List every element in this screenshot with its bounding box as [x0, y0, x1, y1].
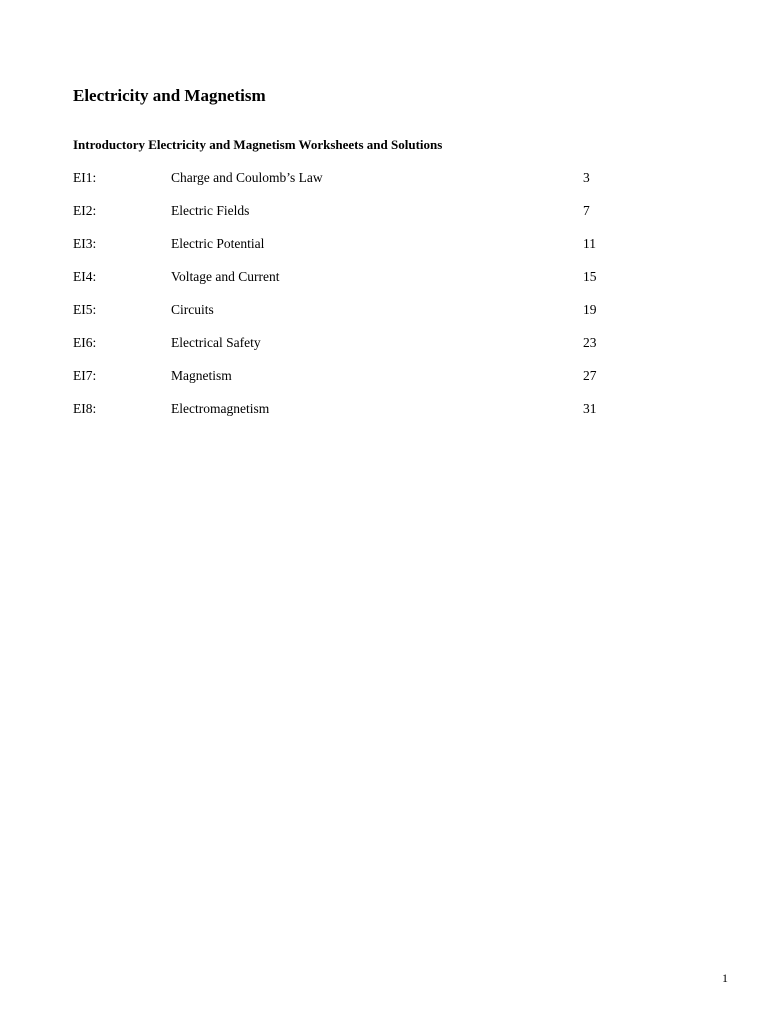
document-subtitle: Introductory Electricity and Magnetism Worksheets and Solutions — [73, 137, 443, 152]
toc-topic: Electromagnetism — [171, 401, 270, 416]
toc-page: 15 — [583, 269, 597, 284]
toc-code: EI3: — [73, 236, 97, 251]
toc-topic: Charge and Coulomb’s Law — [171, 170, 323, 185]
toc-row — [73, 366, 613, 399]
toc-code: EI6: — [73, 335, 97, 350]
toc-row — [73, 234, 613, 267]
toc-code: EI1: — [73, 170, 97, 185]
toc-code: EI2: — [73, 203, 97, 218]
toc-row — [73, 168, 613, 201]
table-of-contents — [73, 168, 613, 432]
toc-topic: Voltage and Current — [171, 269, 280, 284]
toc-page: 27 — [583, 368, 597, 383]
toc-topic: Electric Fields — [171, 203, 250, 218]
toc-topic: Electric Potential — [171, 236, 265, 251]
toc-topic: Electrical Safety — [171, 335, 261, 350]
toc-code: EI5: — [73, 302, 97, 317]
toc-topic: Circuits — [171, 302, 214, 317]
toc-row — [73, 267, 613, 300]
toc-code: EI8: — [73, 401, 97, 416]
toc-code: EI7: — [73, 368, 97, 383]
toc-row — [73, 300, 613, 333]
toc-page: 23 — [583, 335, 597, 350]
toc-page: 11 — [583, 236, 596, 251]
page-number: 1 — [722, 971, 728, 985]
toc-row — [73, 201, 613, 234]
toc-page: 7 — [583, 203, 590, 218]
toc-row — [73, 399, 613, 432]
toc-row — [73, 333, 613, 366]
toc-code: EI4: — [73, 269, 97, 284]
toc-topic: Magnetism — [171, 368, 232, 383]
toc-page: 31 — [583, 401, 597, 416]
toc-page: 3 — [583, 170, 590, 185]
document-title: Electricity and Magnetism — [73, 86, 266, 105]
toc-page: 19 — [583, 302, 597, 317]
